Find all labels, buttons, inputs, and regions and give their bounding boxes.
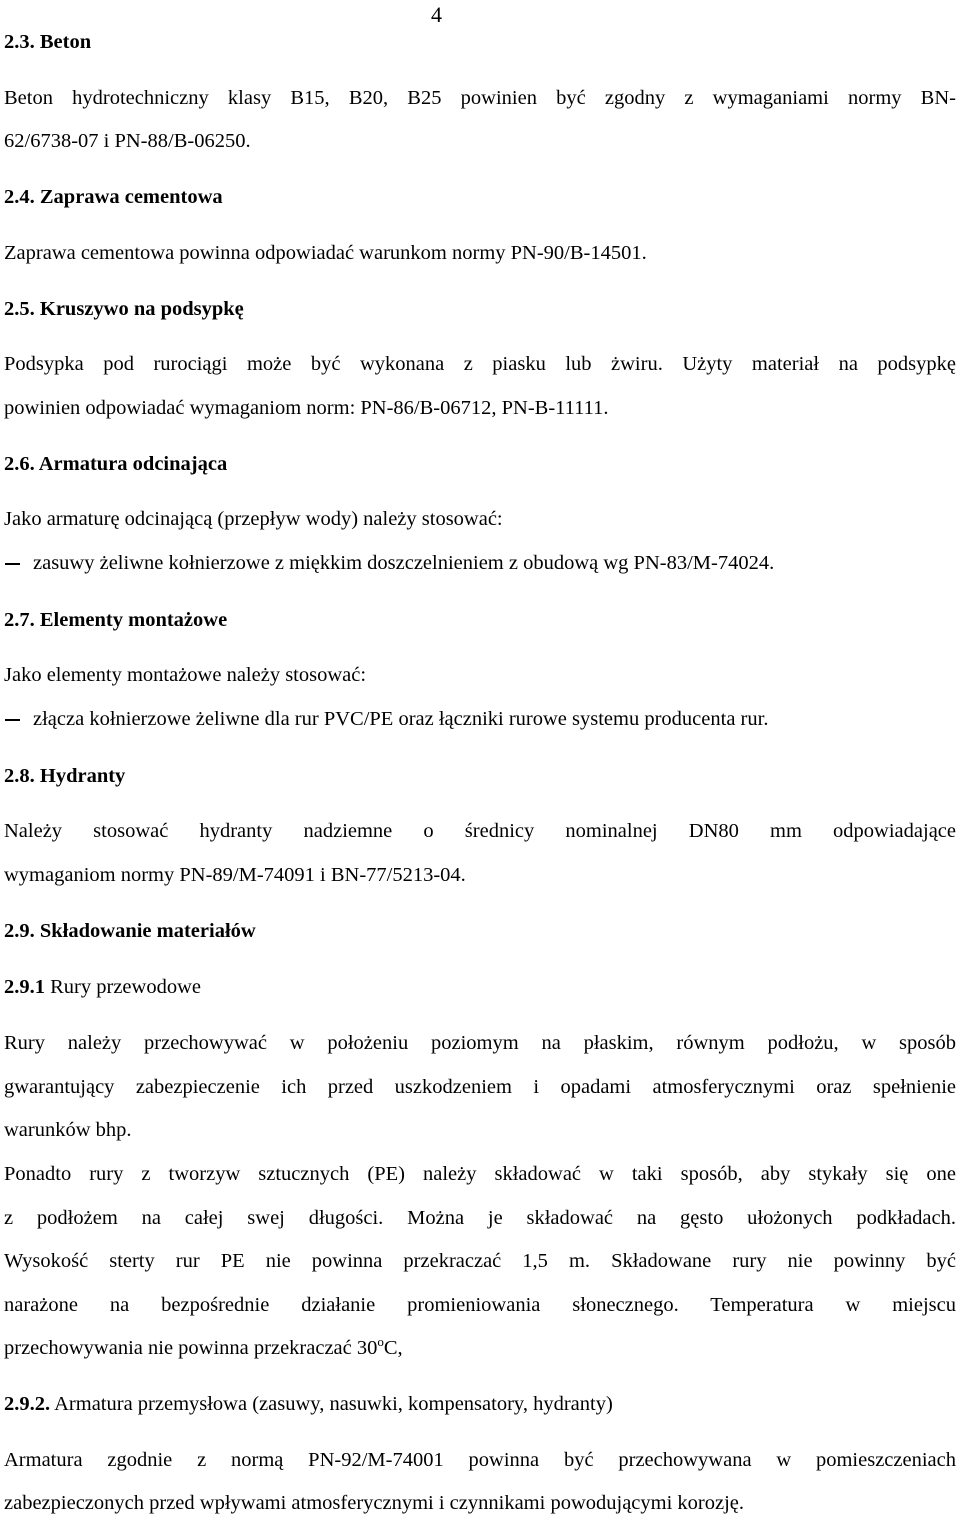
section-heading-2-7: 2.7. Elementy montażowe [4,609,228,631]
paragraph-line: Jako elementy montażowe należy stosować: [4,664,367,686]
paragraph-line: Ponadto rury z tworzyw sztucznych (PE) należy składować w taki sposób, aby stykały się one [4,1163,956,1185]
paragraph-line: 62/6738-07 i PN-88/B-06250. [4,130,251,152]
paragraph-line: Wysokość sterty rur PE nie powinna przekraczać 1,5 m. Składowane rury nie powinny być [4,1250,956,1272]
section-heading-2-5: 2.5. Kruszywo na podsypkę [4,298,244,320]
subsection-heading-2-9-2 [4,1394,613,1415]
paragraph-line [4,1334,403,1359]
paragraph-line: wymaganiom normy PN-89/M-74091 i BN-77/5213-04. [4,864,466,886]
paragraph-line: gwarantujący zabezpieczenie ich przed uszkodzeniem i opadami atmosferycznymi oraz spełnienie [4,1076,956,1098]
paragraph-line: zabezpieczonych przed wpływami atmosferycznymi i czynnikami powodującymi korozję. [4,1492,745,1514]
list-item: zasuwy żeliwne kołnierzowe z miękkim doszczelnieniem z obudową wg PN-83/M-74024. [33,552,775,574]
list-item: złącza kołnierzowe żeliwne dla rur PVC/PE oraz łączniki rurowe systemu producenta rur. [33,708,769,730]
section-heading-2-3: 2.3. Beton [4,31,92,53]
temperature-text: przechowywania nie powinna przekraczać 30 [4,1337,378,1359]
section-heading-2-9: 2.9. Składowanie materiałów [4,920,256,942]
paragraph-line: z podłożem na całej swej długości. Można je składować na gęsto ułożonych podkładach. [4,1207,956,1229]
subsection-heading-2-9-1 [4,977,201,998]
paragraph-line: Rury należy przechowywać w położeniu poziomym na płaskim, równym podłożu, w sposób [4,1032,956,1054]
section-heading-2-8: 2.8. Hydranty [4,765,126,787]
paragraph-line: Podsypka pod rurociągi może być wykonana z piasku lub żwiru. Użyty materiał na podsypkę [4,353,956,375]
paragraph-line: Jako armaturę odcinającą (przepływ wody) należy stosować: [4,508,503,530]
paragraph-line: Należy stosować hydranty nadziemne o średnicy nominalnej DN80 mm odpowiadające [4,820,956,842]
temperature-unit: C, [383,1337,403,1359]
page-number: 4 [431,2,442,27]
subsection-number: 2.9.1 [4,976,45,998]
subsection-title: Armatura przemysłowa (zasuwy, nasuwki, kompensatory, hydranty) [50,1393,613,1415]
paragraph-line: Beton hydrotechniczny klasy B15, B20, B25 powinien być zgodny z wymaganiami normy BN- [4,87,956,109]
subsection-number: 2.9.2. [4,1393,51,1415]
paragraph-line: Armatura zgodnie z normą PN-92/M-74001 powinna być przechowywana w pomieszczeniach [4,1449,956,1471]
paragraph-line: powinien odpowiadać wymaganiom norm: PN-86/B-06712, PN-B-11111. [4,397,609,419]
degree-superscript: o [377,1334,384,1349]
section-heading-2-4: 2.4. Zaprawa cementowa [4,186,223,208]
section-heading-2-6: 2.6. Armatura odcinająca [4,453,228,475]
list-dash [5,719,20,721]
subsection-title: Rury przewodowe [45,976,201,998]
paragraph-line: narażone na bezpośrednie działanie promieniowania słonecznego. Temperatura w miejscu [4,1294,956,1316]
paragraph-line: warunków bhp. [4,1119,132,1141]
list-dash [5,563,20,565]
paragraph-line: Zaprawa cementowa powinna odpowiadać warunkom normy PN-90/B-14501. [4,242,647,264]
